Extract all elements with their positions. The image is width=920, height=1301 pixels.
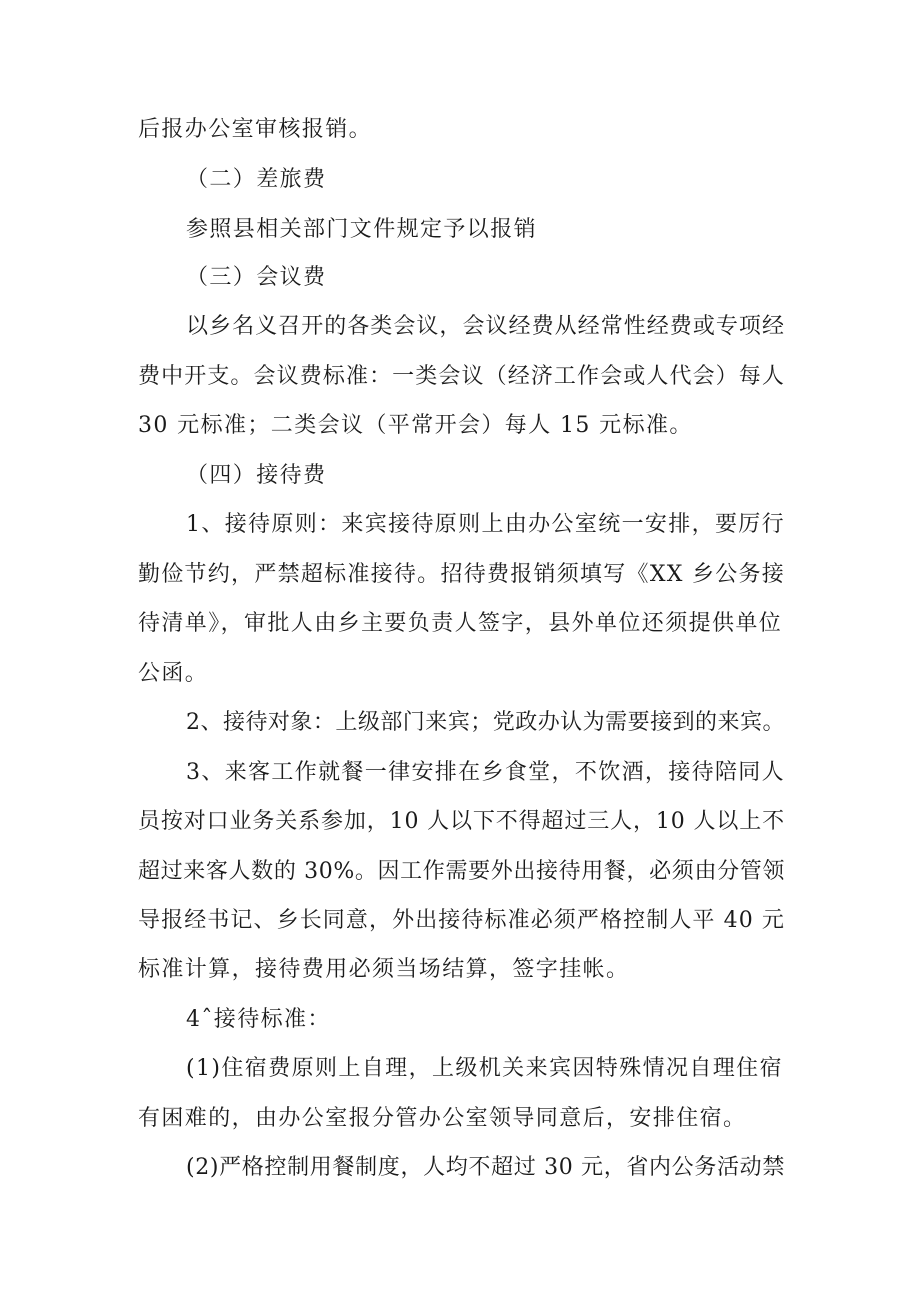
section-heading: 4ˆ接待标准： bbox=[186, 1007, 331, 1032]
section-heading: （二）差旅费 bbox=[186, 167, 327, 192]
paragraph-line: 后报办公室审核报销。 bbox=[138, 117, 373, 142]
paragraph-line: 待清单》，审批人由乡主要负责人签字，县外单位还须提供单位 bbox=[138, 611, 783, 636]
paragraph-line: 以乡名义召开的各类会议，会议经费从经常性经费或专项经 bbox=[186, 314, 785, 339]
paragraph-line: 3、来客工作就餐一律安排在乡食堂，不饮酒，接待陪同人 bbox=[186, 760, 785, 785]
paragraph-line: 2、接待对象：上级部门来宾；党政办认为需要接到的来宾。 bbox=[186, 710, 785, 735]
paragraph-line: 有困难的，由办公室报分管办公室领导同意后，安排住宿。 bbox=[138, 1106, 747, 1131]
paragraph-line: 参照县相关部门文件规定予以报销 bbox=[186, 217, 538, 242]
paragraph-line: (2)严格控制用餐制度，人均不超过 30 元，省内公务活动禁 bbox=[186, 1155, 785, 1180]
paragraph-line: 30 元标准；二类会议（平常开会）每人 15 元标准。 bbox=[138, 413, 693, 438]
paragraph-line: 费中开支。会议费标准：一类会议（经济工作会或人代会）每人 bbox=[138, 364, 785, 389]
paragraph-line: (1)住宿费原则上自理，上级机关来宾因特殊情况自理住宿 bbox=[186, 1056, 783, 1081]
section-heading: （三）会议费 bbox=[186, 265, 327, 290]
paragraph-line: 公函。 bbox=[138, 661, 209, 686]
paragraph-line: 导报经书记、乡长同意，外出接待标准必须严格控制人平 40 元 bbox=[138, 908, 785, 933]
paragraph-line: 员按对口业务关系参加，10 人以下不得超过三人，10 人以上不 bbox=[138, 809, 785, 834]
paragraph-line: 超过来客人数的 30%。因工作需要外出接待用餐，必须由分管领 bbox=[138, 859, 785, 884]
section-heading: （四）接待费 bbox=[186, 463, 327, 488]
paragraph-line: 标准计算，接待费用必须当场结算，签字挂帐。 bbox=[138, 957, 630, 982]
paragraph-line: 1、接待原则：来宾接待原则上由办公室统一安排，要厉行 bbox=[186, 512, 785, 537]
paragraph-line: 勤俭节约，严禁超标准接待。招待费报销须填写《XX 乡公务接 bbox=[138, 562, 785, 587]
